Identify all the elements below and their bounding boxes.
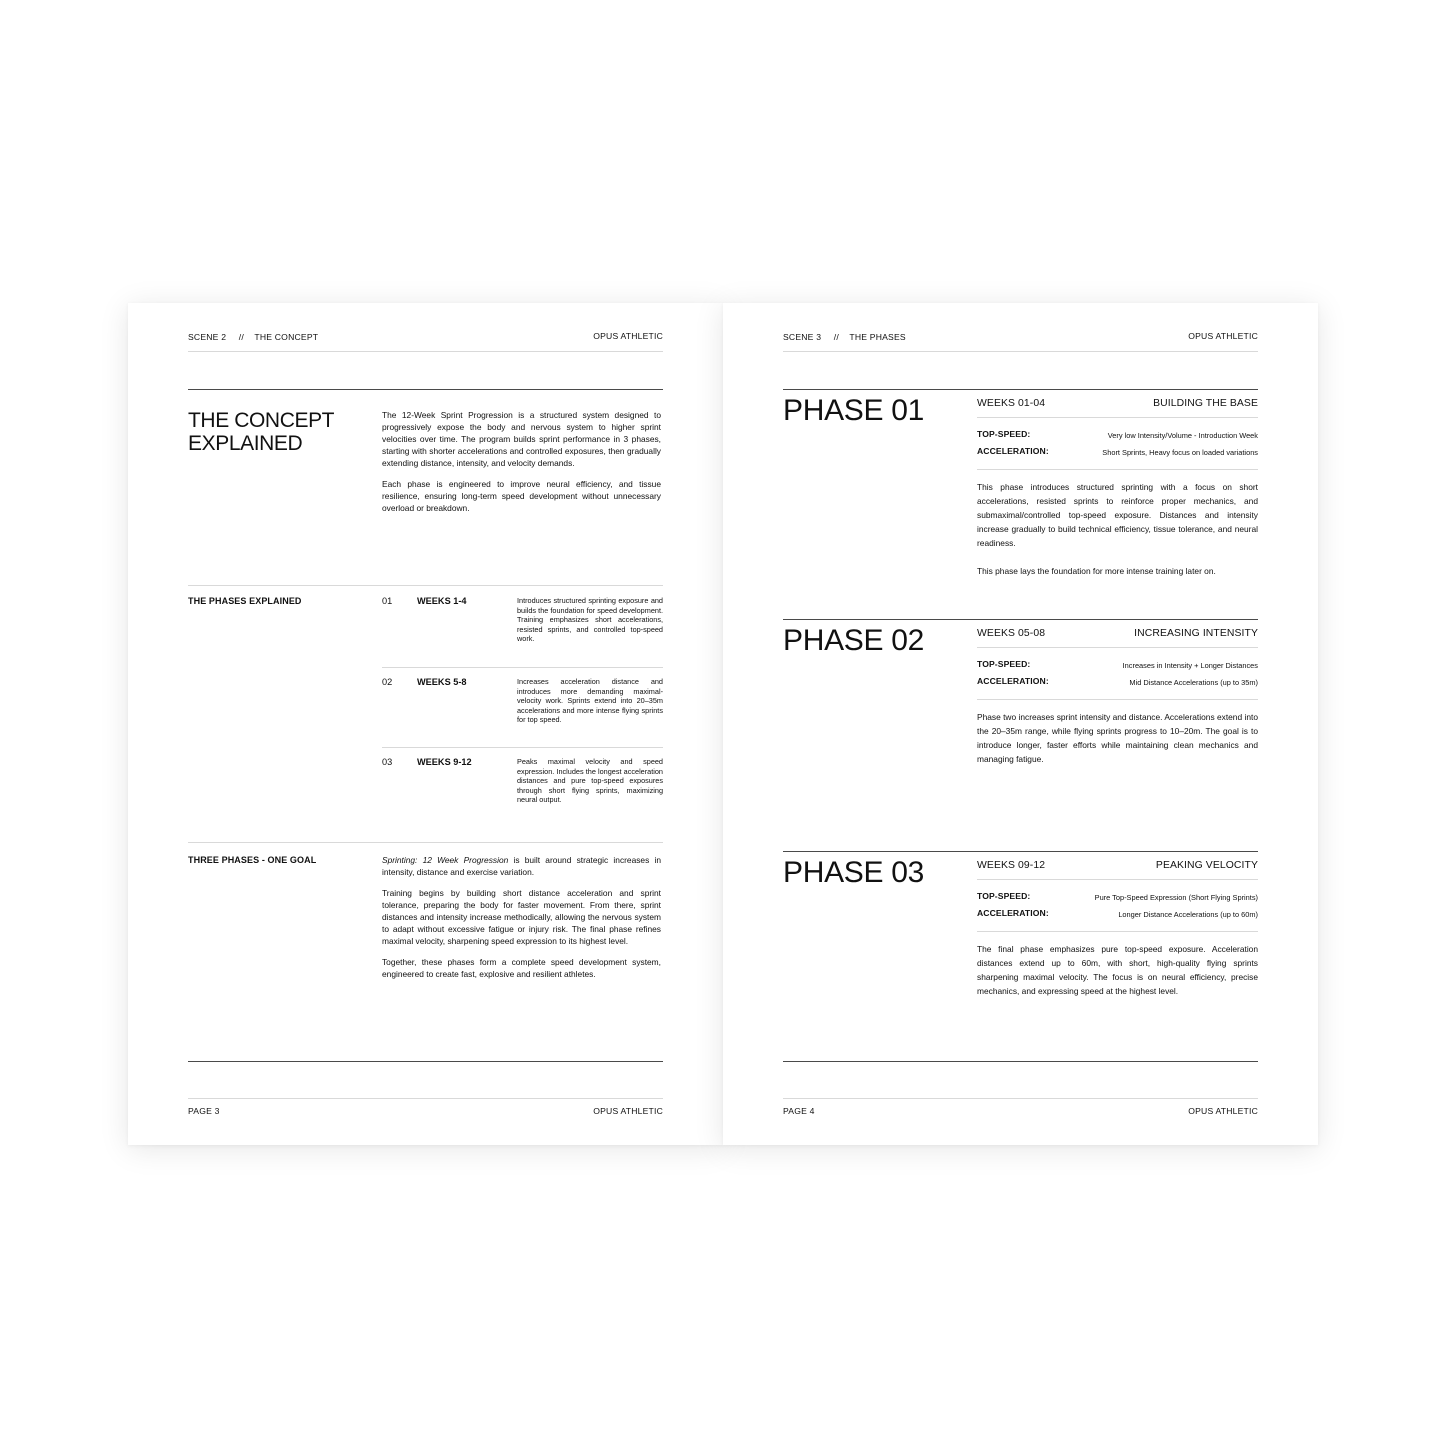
divider: [977, 417, 1258, 418]
acceleration-value: Longer Distance Accelerations (up to 60m): [1118, 910, 1258, 919]
phase-weeks: WEEKS 1-4: [417, 596, 467, 606]
goal-paragraph: Training begins by building short distance acceleration and sprint tolerance, preparing the body for faster movement. From there, sprint distances and intensity increase methodically, allowing the nervous system to adapt without excessive fatigue or injury risk. The final phase refines maximal velocity, sharpening speed expression to its highest level.: [382, 888, 661, 946]
phase-number: 03: [382, 757, 393, 767]
phase-number: 01: [382, 596, 393, 606]
phase-name: BUILDING THE BASE: [1153, 398, 1258, 409]
section-label: THE PHASES: [849, 332, 906, 342]
phase-title: PHASE 01: [783, 394, 925, 427]
header-separator: //: [238, 332, 244, 342]
top-speed-label: TOP-SPEED:: [977, 891, 1031, 901]
phase-body: [977, 710, 1258, 766]
section-label: THE CONCEPT: [254, 332, 319, 342]
concept-title: [188, 409, 368, 455]
phase-summary-text: Increases acceleration distance and introduces more demanding maximal-velocity work. Sprints extend into 20–35m accelerations and more intense flying sprints for top speed.: [517, 677, 663, 725]
phase-rule: [783, 389, 1258, 390]
goal-heading: THREE PHASES - ONE GOAL: [188, 855, 317, 865]
goal-paragraph: Together, these phases form a complete speed development system, engineered to create fast, explosive and resilient athletes.: [382, 957, 661, 979]
footer-rule: [188, 1098, 663, 1099]
phase-number: 02: [382, 677, 393, 687]
header-separator: //: [833, 332, 839, 342]
divider: [977, 931, 1258, 932]
phase-weeks: WEEKS 01-04: [977, 398, 1046, 409]
page-number: PAGE 3: [188, 1106, 220, 1116]
acceleration-label: ACCELERATION:: [977, 446, 1049, 456]
divider: [382, 667, 663, 668]
phase-body: [977, 480, 1258, 578]
concept-paragraph: The 12-Week Sprint Progression is a structured system designed to progressively expose the body and nervous system to higher sprint velocities over time. The program builds sprint performance in 3 phases, starting with shorter accelerations and controlled exposures, then gradually extending distance, intensity, and velocity demands.: [382, 410, 661, 468]
brand-label: OPUS ATHLETIC: [593, 331, 663, 341]
phase-summary-text: Peaks maximal velocity and speed expression. Includes the longest acceleration distances and pure top-speed exposures through short flying sprints, maximizing neural output.: [517, 757, 663, 805]
divider: [382, 747, 663, 748]
footer-brand: OPUS ATHLETIC: [593, 1106, 663, 1116]
divider: [977, 647, 1258, 648]
phase-title: PHASE 02: [783, 624, 925, 657]
phase-rule: [783, 619, 1258, 620]
footer-brand: OPUS ATHLETIC: [1188, 1106, 1258, 1116]
acceleration-label: ACCELERATION:: [977, 676, 1049, 686]
goal-body: [382, 854, 661, 980]
footer-rule-dark: [188, 1061, 663, 1062]
concept-paragraph: Each phase is engineered to improve neural efficiency, and tissue resilience, ensuring long-term speed development without unnecessary overload or breakdown.: [382, 479, 661, 513]
phase-weeks: WEEKS 09-12: [977, 860, 1046, 871]
header-rule: [783, 351, 1258, 352]
phase-paragraph: The final phase emphasizes pure top-speed exposure. Acceleration distances extend up to 60m, with short, high-quality flying sprints sharpening maximal velocity. The focus is on neural efficiency, precise mechanics, and expressing speed at the highest level.: [977, 944, 1258, 996]
divider: [977, 879, 1258, 880]
phase-paragraph: This phase lays the foundation for more intense training later on.: [977, 566, 1216, 576]
phase-summary-text: Introduces structured sprinting exposure and builds the foundation for speed development. Training emphasizes short accelerations, resisted sprints, and controlled top-speed work.: [517, 596, 663, 644]
phase-paragraph: Phase two increases sprint intensity and distance. Accelerations extend into the 20–35m range, while flying sprints progress to 10–20m. The goal is to introduce longer, faster efforts while maintaining clean mechanics and managing fatigue.: [977, 712, 1258, 764]
top-speed-value: Very low Intensity/Volume - Introduction Week: [1107, 431, 1258, 440]
goal-intro-text: is built around strategic increases in intensity, distance and exercise variation.: [382, 855, 662, 877]
page-header-left: [783, 333, 906, 342]
page-header-left: [188, 333, 318, 342]
footer-rule-dark: [783, 1061, 1258, 1062]
phase-name: PEAKING VELOCITY: [1155, 860, 1258, 871]
divider: [977, 469, 1258, 470]
page-number: PAGE 4: [783, 1106, 815, 1116]
phase-paragraph: This phase introduces structured sprinting with a focus on short accelerations, resisted sprints to reinforce proper mechanics, and submaximal/controlled top-speed exposure. Distances and intensity increase gradually to build technical efficiency, tissue tolerance, and neural readiness.: [977, 482, 1258, 548]
left-page: [128, 303, 723, 1145]
phases-explained-heading: THE PHASES EXPLAINED: [188, 596, 302, 606]
phase-weeks: WEEKS 9-12: [417, 757, 472, 767]
divider: [188, 585, 663, 586]
header-rule: [188, 351, 663, 352]
scene-label: SCENE 2: [188, 332, 227, 342]
acceleration-label: ACCELERATION:: [977, 908, 1049, 918]
divider: [188, 842, 663, 843]
section-rule: [188, 389, 663, 390]
phase-body: [977, 942, 1258, 998]
scene-label: SCENE 3: [783, 332, 822, 342]
phase-name: INCREASING INTENSITY: [1134, 628, 1258, 639]
concept-title-line1: THE CONCEPT: [188, 409, 335, 432]
concept-body: [382, 409, 661, 514]
top-speed-value: Increases in Intensity + Longer Distances: [1122, 661, 1258, 670]
phase-rule: [783, 851, 1258, 852]
top-speed-value: Pure Top-Speed Expression (Short Flying Sprints): [1094, 893, 1258, 902]
program-name: Sprinting: 12 Week Progression: [382, 855, 509, 865]
brand-label: OPUS ATHLETIC: [1188, 331, 1258, 341]
phase-weeks: WEEKS 5-8: [417, 677, 467, 687]
concept-title-line2: EXPLAINED: [188, 432, 303, 455]
right-page: [723, 303, 1318, 1145]
phase-weeks: WEEKS 05-08: [977, 628, 1046, 639]
top-speed-label: TOP-SPEED:: [977, 429, 1031, 439]
goal-intro: [382, 854, 661, 878]
phase-title: PHASE 03: [783, 856, 925, 889]
footer-rule: [783, 1098, 1258, 1099]
acceleration-value: Mid Distance Accelerations (up to 35m): [1129, 678, 1258, 687]
divider: [977, 699, 1258, 700]
acceleration-value: Short Sprints, Heavy focus on loaded variations: [1102, 448, 1258, 457]
top-speed-label: TOP-SPEED:: [977, 659, 1031, 669]
